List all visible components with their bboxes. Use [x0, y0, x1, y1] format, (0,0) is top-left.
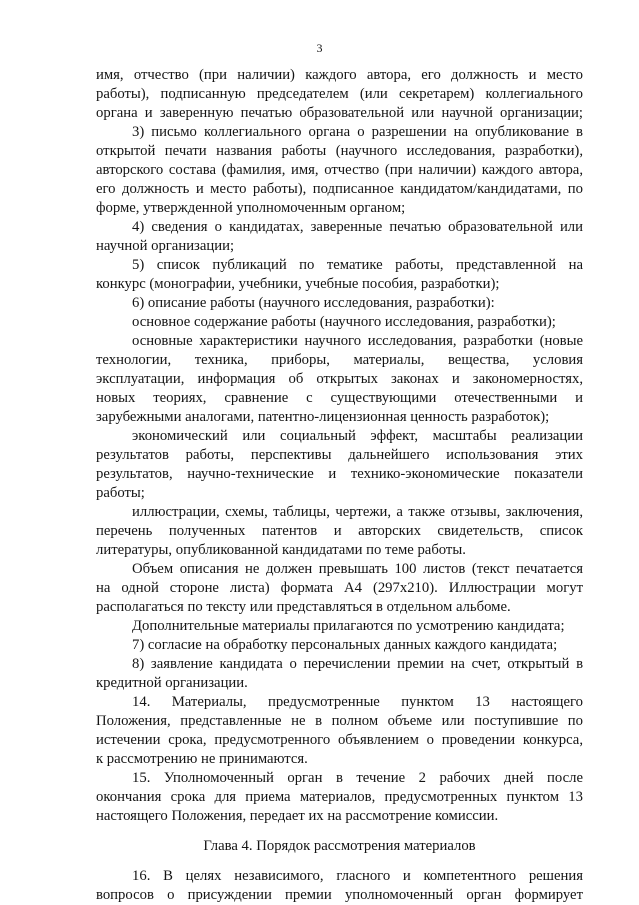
- text-line: Положения, представленные не в полном объеме или поступившие по: [96, 713, 583, 729]
- page-number: 3: [316, 41, 323, 55]
- text-line: открытой печати названия работы (научного исследования, разработки),: [96, 143, 583, 159]
- text-line: истечении срока, предусмотренного объявлением о проведении конкурса,: [96, 732, 583, 748]
- text-line: 6) описание работы (научного исследования, разработки):: [132, 295, 495, 311]
- text-line: 4) сведения о кандидатах, заверенные печатью образовательной или: [132, 219, 583, 235]
- text-line: Дополнительные материалы прилагаются по усмотрению кандидата;: [132, 618, 565, 634]
- text-line: окончания срока для приема материалов, предусмотренных пунктом 13: [96, 789, 583, 805]
- text-line: зарубежными аналогами, патентно-лицензионная ценность разработок);: [96, 409, 550, 425]
- text-line: на одной стороне листа) формата А4 (297х210). Иллюстрации могут: [96, 580, 583, 596]
- text-line: 3) письмо коллегиального органа о разрешении на опубликование в: [132, 124, 583, 140]
- text-line: экономический или социальный эффект, масштабы реализации: [132, 428, 583, 444]
- text-line: к рассмотрению не принимаются.: [96, 751, 308, 767]
- text-line: 14. Материалы, предусмотренные пунктом 13 настоящего: [132, 694, 583, 710]
- text-line: органа и заверенную печатью образовательной или научной организации;: [96, 105, 583, 121]
- text-line: результатов, научно-технические и технико-экономические показатели: [96, 466, 583, 482]
- text-line: перечень полученных патентов и авторских свидетельств, список: [96, 523, 583, 539]
- text-line: иллюстрации, схемы, таблицы, чертежи, а также отзывы, заключения,: [132, 504, 583, 520]
- text-line: научной организации;: [96, 238, 235, 254]
- text-line: располагаться по тексту или представляться в отдельном альбоме.: [96, 599, 511, 615]
- text-line: основное содержание работы (научного исследования, разработки);: [132, 314, 556, 330]
- text-line: литературы, опубликованной кандидатами по теме работы.: [96, 542, 466, 558]
- text-line: его должность и место работы), подписанное кандидатом/кандидатами, по: [96, 181, 583, 197]
- text-line: работы;: [96, 485, 145, 501]
- text-line: имя, отчество (при наличии) каждого автора, его должность и место: [96, 67, 583, 83]
- text-line: 8) заявление кандидата о перечислении премии на счет, открытый в: [132, 656, 583, 672]
- text-line: технологии, техника, приборы, материалы, вещества, условия: [96, 352, 583, 368]
- text-line: 7) согласие на обработку персональных данных каждого кандидата;: [132, 637, 558, 653]
- text-line: новых теориях, сравнение с существующими отечественными и: [96, 390, 583, 406]
- text-line: 16. В целях независимого, гласного и компетентного решения: [132, 868, 583, 884]
- text-line: 15. Уполномоченный орган в течение 2 рабочих дней после: [132, 770, 583, 786]
- text-line: конкурс (монографии, учебники, учебные пособия, разработки);: [96, 276, 500, 292]
- text-line: результатов работы, перспективы дальнейшего использования этих: [96, 447, 583, 463]
- text-line: авторского состава (фамилия, имя, отчество (при наличии) каждого автора,: [96, 162, 583, 178]
- text-line: основные характеристики научного исследования, разработки (новые: [132, 333, 583, 349]
- text-line: настоящего Положения, передает их на рассмотрение комиссии.: [96, 808, 499, 824]
- text-line: работы), подписанную председателем (или секретарем) коллегиального: [96, 86, 583, 102]
- text-line: форме, утвержденной уполномоченным органом;: [96, 200, 406, 216]
- text-line: Объем описания не должен превышать 100 листов (текст печатается: [132, 561, 583, 577]
- text-line: вопросов о присуждении премии уполномоченный орган формирует: [96, 887, 583, 903]
- text-line: кредитной организации.: [96, 675, 248, 691]
- chapter-heading: Глава 4. Порядок рассмотрения материалов: [203, 838, 476, 854]
- text-line: эксплуатации, информация об открытых законах и закономерностях,: [96, 371, 583, 387]
- text-line: 5) список публикаций по тематике работы, представленной на: [132, 257, 583, 273]
